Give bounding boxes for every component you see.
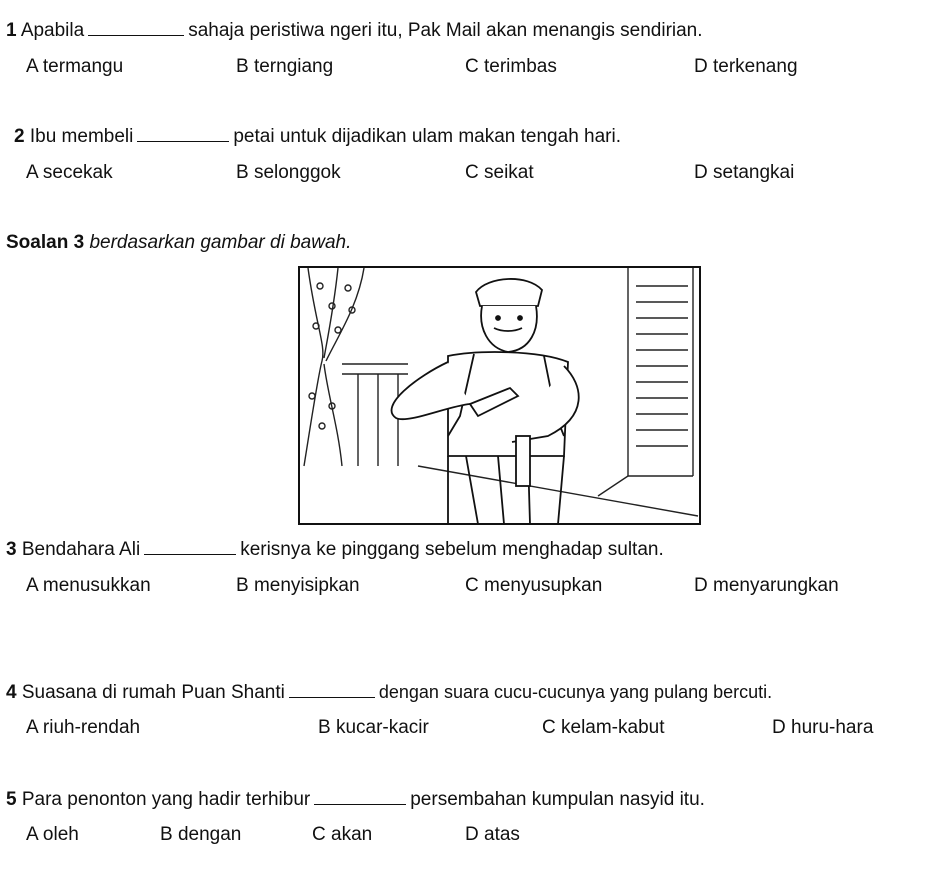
answer-blank[interactable] [289, 681, 375, 698]
question-text-before: Apabila [20, 20, 85, 41]
option-d[interactable]: D menyarungkan [694, 575, 839, 596]
option-c[interactable]: C seikat [465, 162, 534, 183]
answer-blank[interactable] [314, 788, 406, 805]
answer-blank[interactable] [137, 125, 229, 142]
question-text-after: kerisnya ke pinggang sebelum menghadap sultan. [240, 539, 664, 560]
option-a[interactable]: A termangu [26, 56, 124, 77]
option-a[interactable]: A menusukkan [26, 575, 151, 596]
question-text-after: persembahan kumpulan nasyid itu. [410, 789, 705, 810]
question-5-stem [6, 788, 705, 812]
question-number: 1 [6, 20, 17, 41]
question-text-before: Suasana di rumah Puan Shanti [21, 682, 285, 703]
option-c[interactable]: C terimbas [465, 56, 557, 77]
option-d[interactable]: D setangkai [694, 162, 795, 183]
option-d[interactable]: D atas [465, 824, 520, 845]
answer-blank[interactable] [88, 19, 184, 36]
question-2-stem [14, 125, 621, 149]
option-a[interactable]: A oleh [26, 824, 79, 845]
answer-blank[interactable] [144, 538, 236, 555]
option-a[interactable]: A riuh-rendah [26, 717, 141, 738]
option-b[interactable]: B menyisipkan [236, 575, 360, 596]
question-text-before: Para penonton yang hadir terhibur [21, 789, 311, 810]
question-number: 4 [6, 682, 17, 703]
option-c[interactable]: C menyusupkan [465, 575, 603, 596]
section-note-text: berdasarkan gambar di bawah. [89, 232, 352, 253]
question-number: 3 [6, 539, 17, 560]
question-3-stem [6, 538, 664, 562]
question-4-stem [6, 680, 772, 705]
question-text-after: petai untuk dijadikan ulam makan tengah hari. [233, 126, 621, 147]
option-a[interactable]: A secekak [26, 162, 113, 183]
option-d[interactable]: D huru-hara [772, 717, 874, 738]
question-1-stem [6, 19, 703, 43]
section-instruction [6, 231, 351, 255]
question-number: 2 [14, 126, 25, 147]
question-text-after: dengan suara cucu-cucunya yang pulang bercuti. [378, 682, 773, 702]
question-text-before: Ibu membeli [29, 126, 134, 147]
option-b[interactable]: B dengan [160, 824, 242, 845]
option-b[interactable]: B kucar-kacir [318, 717, 429, 738]
question-text-after: sahaja peristiwa ngeri itu, Pak Mail akan menangis sendirian. [188, 20, 703, 41]
option-d[interactable]: D terkenang [694, 56, 798, 77]
question-text-before: Bendahara Ali [21, 539, 141, 560]
question-number: 5 [6, 789, 17, 810]
option-c[interactable]: C akan [312, 824, 373, 845]
option-c[interactable]: C kelam-kabut [542, 717, 665, 738]
option-b[interactable]: B terngiang [236, 56, 334, 77]
section-label: Soalan 3 [6, 232, 85, 253]
man-tucking-keris-illustration [298, 266, 701, 525]
option-b[interactable]: B selonggok [236, 162, 341, 183]
